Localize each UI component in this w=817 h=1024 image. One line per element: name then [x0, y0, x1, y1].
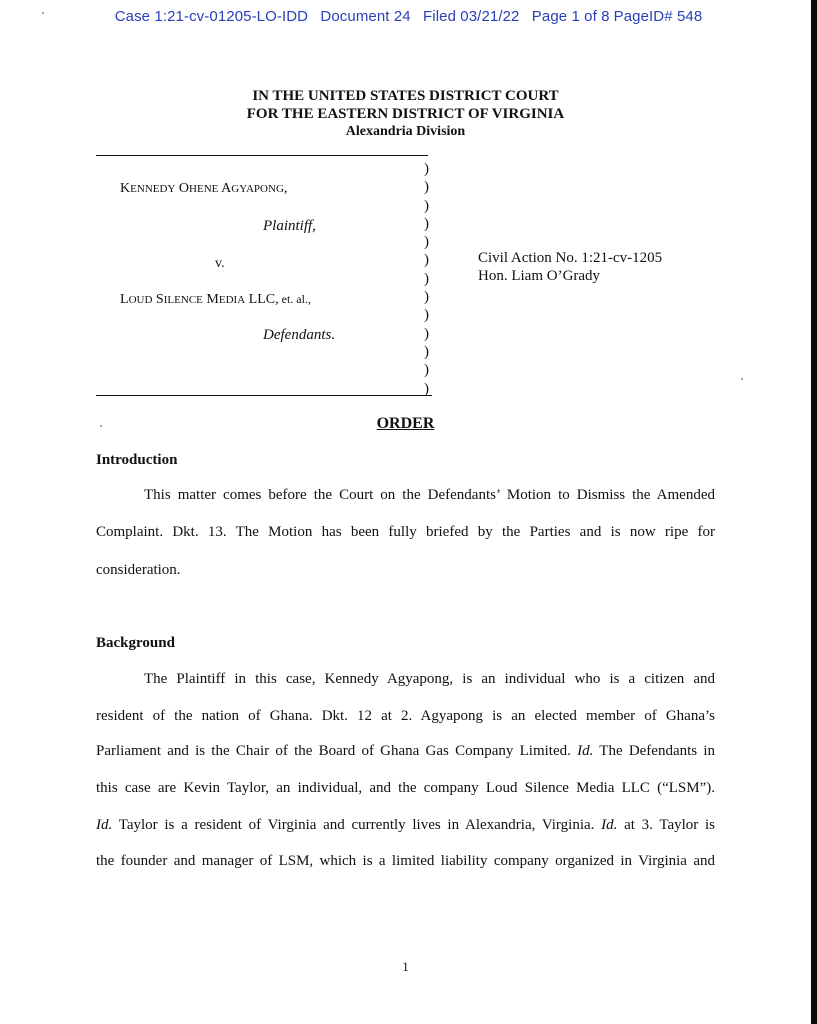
screenshot-frame-edge: [811, 0, 817, 1024]
filing-header-stamp: [0, 8, 811, 25]
caption-paren: ): [424, 215, 429, 232]
scan-speck: [42, 12, 44, 14]
caption-paren: ): [424, 197, 429, 214]
introduction-line-1: This matter comes before the Court on the Defendants’ Motion to Dismiss the Amended: [144, 487, 715, 503]
background-heading: Background: [96, 635, 175, 651]
background-line-6: the founder and manager of LSM, which is a limited liability company organized in Virginia and: [96, 853, 715, 869]
caption-top-rule: [96, 155, 428, 156]
page-count: Page 1 of 8: [531, 8, 610, 25]
document-number: Document 24: [320, 8, 411, 25]
defendant-name-suffix: et. al.,: [278, 292, 311, 306]
caption-paren: ): [424, 343, 429, 360]
caption-paren: ): [424, 289, 429, 306]
plaintiff-name-text: KENNEDY OHENE AGYAPONG,: [120, 181, 288, 196]
caption-paren: ): [424, 252, 429, 269]
introduction-heading: Introduction: [96, 452, 178, 468]
court-name-line1: IN THE UNITED STATES DISTRICT COURT: [252, 88, 559, 104]
background-line-4: this case are Kevin Taylor, an individual, and the company Loud Silence Media LLC (“LSM”).: [96, 780, 715, 796]
introduction-line-2: Complaint. Dkt. 13. The Motion has been fully briefed by the Parties and is now ripe for: [96, 524, 715, 540]
caption-paren: ): [424, 179, 429, 196]
caption-paren: ): [424, 362, 429, 379]
plaintiff-role: Plaintiff,: [263, 218, 316, 234]
case-number: Case 1:21-cv-01205-LO-IDD: [114, 8, 309, 25]
caption-paren: ): [424, 325, 429, 342]
defendant-role: Defendants.: [263, 327, 336, 343]
caption-paren: ): [424, 270, 429, 287]
caption-paren: ): [424, 161, 429, 177]
introduction-line-3: consideration.: [96, 562, 181, 578]
court-name-line2: FOR THE EASTERN DISTRICT OF VIRGINIA: [246, 106, 565, 122]
plaintiff-name: [120, 181, 287, 197]
judge-name: Hon. Liam O’Grady: [478, 268, 601, 284]
filed-date: Filed 03/21/22: [423, 8, 520, 25]
caption-paren: ): [424, 234, 429, 251]
page-id: PageID# 548: [613, 8, 703, 25]
caption-paren: ): [424, 307, 429, 324]
scan-speck: [100, 425, 102, 427]
civil-action-number: Civil Action No. 1:21-cv-1205: [478, 250, 663, 266]
order-title: ORDER: [376, 415, 435, 432]
caption-parentheses: [424, 160, 438, 398]
background-line-5: Id. Taylor is a resident of Virginia and currently lives in Alexandria, Virginia. Id. at 3. Taylor is: [96, 817, 716, 833]
caption-bottom-rule: [96, 395, 432, 396]
scan-speck: [741, 378, 743, 380]
court-division: Alexandria Division: [345, 124, 466, 139]
background-line-2: resident of the nation of Ghana. Dkt. 12 at 2. Agyapong is an elected member of Ghana’s: [96, 708, 715, 724]
background-line-1: The Plaintiff in this case, Kennedy Agyapong, is an individual who is a citizen and: [144, 671, 715, 687]
defendant-name-text: LOUD SILENCE MEDIA LLC,: [120, 292, 279, 307]
background-line-3: Parliament and is the Chair of the Board of Ghana Gas Company Limited. Id. The Defendants in: [96, 743, 716, 759]
page-number: 1: [402, 959, 409, 974]
caption-paren: ): [424, 380, 429, 397]
defendant-name: [120, 292, 311, 308]
versus: v.: [215, 256, 225, 271]
